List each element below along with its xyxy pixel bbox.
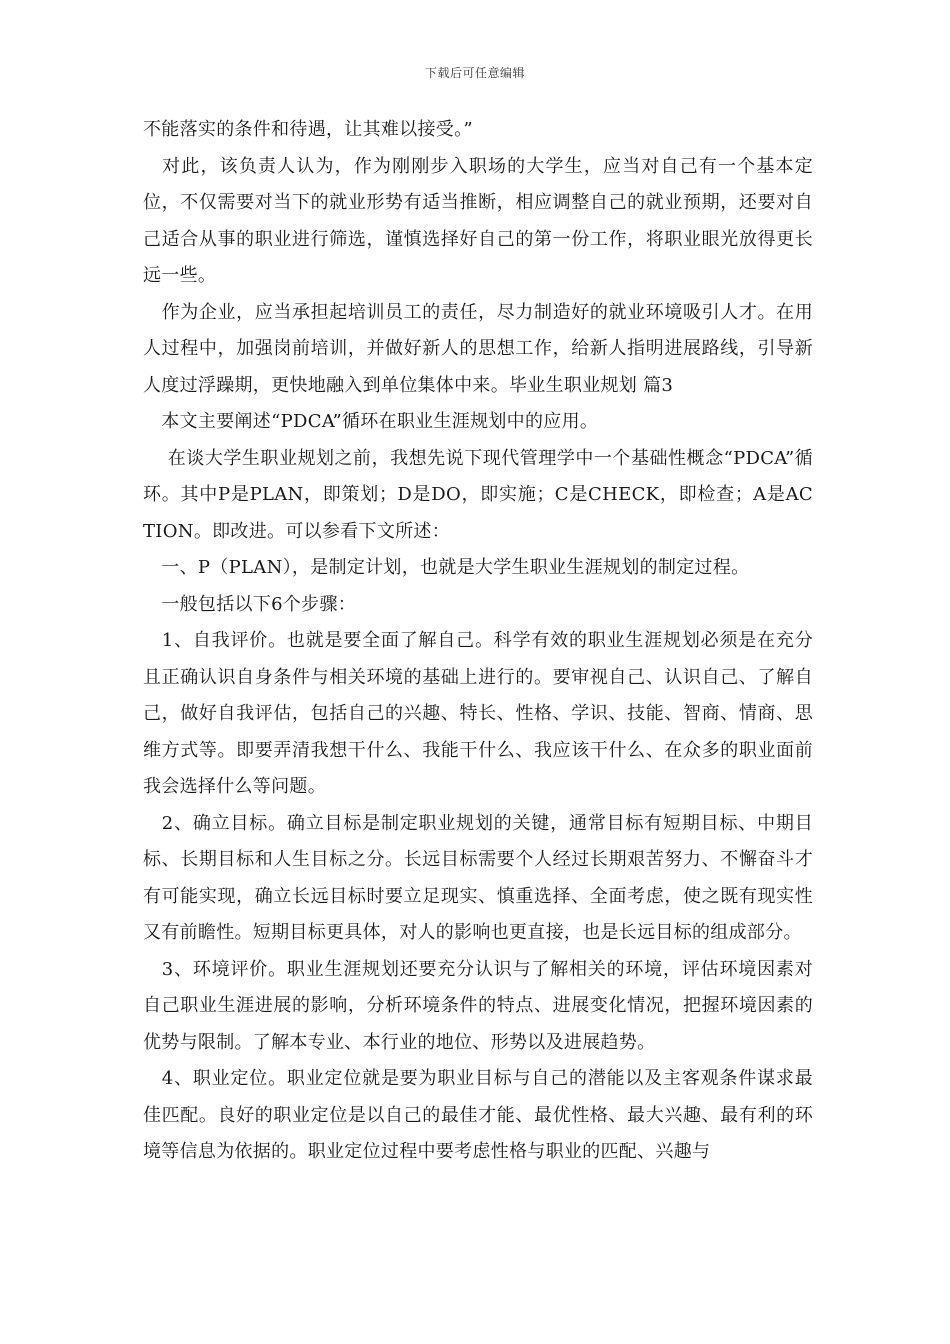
paragraph: 2、确立目标。确立目标是制定职业规划的关键，通常目标有短期目标、中期目标、长期目标和人生目标之分。长远目标需要个人经过长期艰苦努力、不懈奋斗才有可能实现，确立长远目标时要立足现实、慎重选择、全面考虑，使之既有现实性又有前瞻性。短期目标更具体，对人的影响也更直接，也是长远目标的组成部分。 (143, 812, 813, 943)
paragraph: 1、自我评价。也就是要全面了解自己。科学有效的职业生涯规划必须是在充分且正确认识自身条件与相关环境的基础上进行的。要审视自己、认识自己、了解自己，做好自我评估，包括自己的兴趣、特长、性格、学识、技能、智商、情商、思维方式等。即要弄清我想干什么、我能干什么、我应该干什么、在众多的职业面前我会选择什么等问题。 (143, 630, 813, 797)
paragraph: 对此，该负责人认为，作为刚刚步入职场的大学生，应当对自己有一个基本定位，不仅需要对当下的就业形势有适当推断，相应调整自己的就业预期，还要对自己适合从事的职业进行筛选，谨慎选择好自己的第一份工作，将职业眼光放得更长远一些。 (143, 155, 813, 286)
paragraph: 在谈大学生职业规划之前，我想先说下现代管理学中一个基础性概念“PDCA”循环。其中P是PLAN，即策划；D是DO，即实施；C是CHECK，即检查；A是ACTION。即改进。可以参看下文所述： (143, 447, 813, 542)
paragraph: 4、职业定位。职业定位就是要为职业目标与自己的潜能以及主客观条件谋求最佳匹配。良好的职业定位是以自己的最佳才能、最优性格、最大兴趣、最有利的环境等信息为依据的。职业定位过程中要考虑性格与职业的匹配、兴趣与 (143, 1068, 813, 1162)
paragraph: 不能落实的条件和待遇，让其难以接受。” (143, 119, 473, 140)
page-header: 下载后可任意编辑 (424, 66, 525, 80)
paragraph: 本文主要阐述“PDCA”循环在职业生涯规划中的应用。 (143, 411, 599, 432)
paragraph: 一、P（PLAN），是制定计划，也就是大学生职业生涯规划的制定过程。 (143, 557, 750, 578)
paragraph: 3、环境评价。职业生涯规划还要充分认识与了解相关的环境，评估环境因素对自己职业生涯进展的影响，分析环境条件的特点、进展变化情况，把握环境因素的优势与限制。了解本专业、本行业的地位、形势以及进展趋势。 (143, 958, 813, 1053)
paragraph: 一般包括以下6个步骤： (143, 593, 357, 615)
document-body (143, 112, 813, 1171)
paragraph: 作为企业，应当承担起培训员工的责任，尽力制造好的就业环境吸引人才。在用人过程中，加强岗前培训，并做好新人的思想工作，给新人指明进展路线，引导新人度过浮躁期，更快地融入到单位集体中来。毕业生职业规划 篇3 (143, 301, 813, 396)
